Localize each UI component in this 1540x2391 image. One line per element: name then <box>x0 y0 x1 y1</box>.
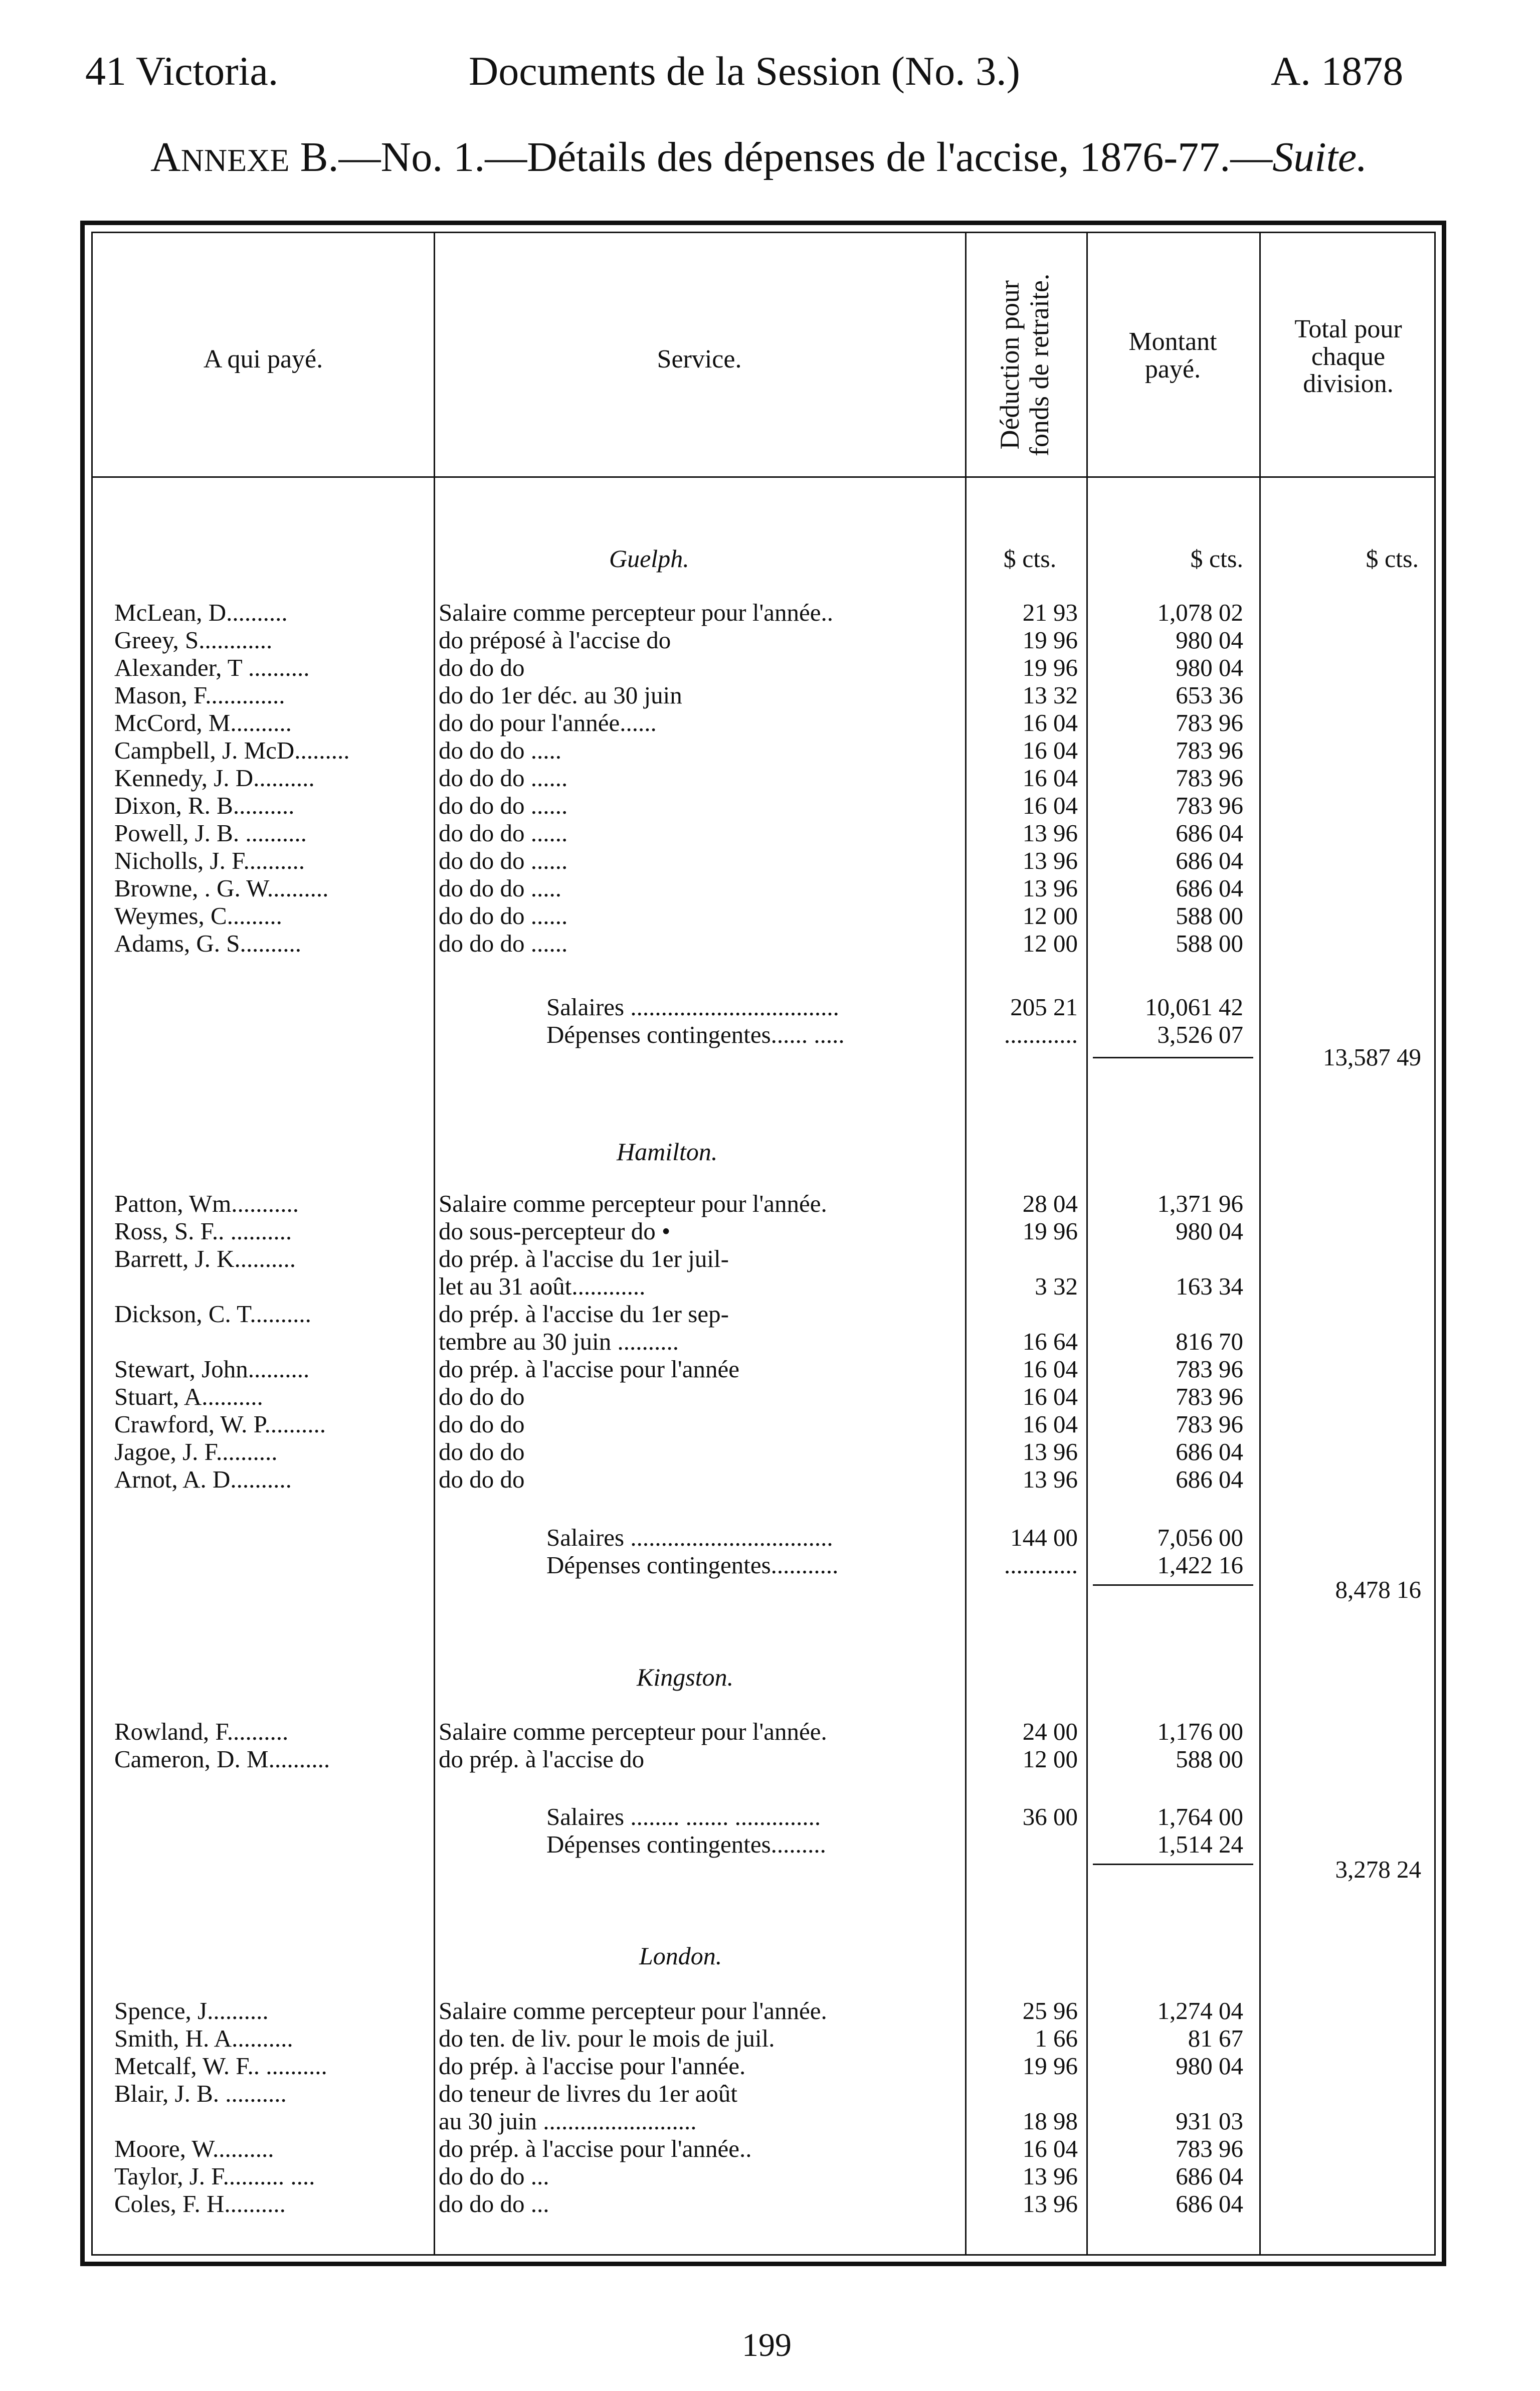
deduction-value: 16 04 <box>1022 792 1078 819</box>
column-header-amount-line1: Montant <box>1128 327 1217 356</box>
payee-name: Weymes, C......... <box>114 902 282 930</box>
table-row <box>0 1189 1540 1217</box>
page-number: 199 <box>742 2327 792 2363</box>
subtotal-salaires-row <box>0 1802 1540 1830</box>
service-description: Salaire comme percepteur pour l'année.. <box>439 599 834 626</box>
payee-name: Crawford, W. P.......... <box>114 1410 326 1438</box>
table-row <box>0 653 1540 681</box>
deduction-value: 3 32 <box>1035 1272 1078 1300</box>
table-row <box>0 1717 1540 1745</box>
amount-value: 686 04 <box>1176 847 1243 874</box>
amount-value: 1,274 04 <box>1157 1997 1243 2025</box>
service-description: do do 1er déc. au 30 juin <box>439 681 682 709</box>
payee-name: Jagoe, J. F.......... <box>114 1438 278 1465</box>
table-row <box>0 1272 1540 1300</box>
payee-name: Cameron, D. M.......... <box>114 1745 330 1773</box>
deduction-value: 18 98 <box>1022 2107 1078 2135</box>
payee-name: Taylor, J. F.......... .... <box>114 2162 315 2190</box>
deduction-value: 19 96 <box>1022 654 1078 681</box>
table-row <box>0 1382 1540 1410</box>
service-description: tembre au 30 juin .......... <box>439 1328 679 1355</box>
table-row <box>0 1217 1540 1244</box>
table-row <box>0 1996 1540 2024</box>
section-title: Kingston. <box>637 1663 734 1691</box>
amount-value: 783 96 <box>1176 737 1243 764</box>
running-header-right: A. 1878 <box>1271 48 1404 94</box>
running-header-left: 41 Victoria. <box>85 48 279 94</box>
table-row <box>0 2024 1540 2052</box>
table-row <box>0 2162 1540 2189</box>
amount-value: 1,371 96 <box>1157 1190 1243 1217</box>
service-description: do do do ...... <box>439 792 568 819</box>
amount-value: 980 04 <box>1176 2052 1243 2080</box>
service-description: do teneur de livres du 1er août <box>439 2080 737 2107</box>
division-total-row <box>0 1043 1540 1070</box>
service-description: au 30 juin ......................... <box>439 2107 697 2135</box>
salaires-deduction: 36 00 <box>1022 1803 1078 1830</box>
amount-value: 686 04 <box>1176 819 1243 847</box>
deduction-value: 19 96 <box>1022 1217 1078 1245</box>
deduction-value: 21 93 <box>1022 599 1078 626</box>
deduction-value: 13 96 <box>1022 2190 1078 2218</box>
payee-name: Browne, . G. W.......... <box>114 874 329 902</box>
table-row <box>0 1437 1540 1465</box>
payee-name: Blair, J. B. .......... <box>114 2080 287 2107</box>
service-description: do do do ..... <box>439 737 561 764</box>
table-row <box>0 2189 1540 2217</box>
salaires-label: Salaires ........ ....... .............. <box>546 1803 821 1830</box>
table-row <box>0 2079 1540 2107</box>
service-description: do do do ... <box>439 2162 549 2190</box>
salaires-label: Salaires .................................. <box>546 993 839 1021</box>
service-description: do do do ... <box>439 2190 549 2218</box>
table-row <box>0 791 1540 819</box>
table-row <box>0 1410 1540 1437</box>
amount-value: 1,176 00 <box>1157 1718 1243 1745</box>
deduction-value: 16 04 <box>1022 2135 1078 2162</box>
service-description: do prép. à l'accise pour l'année <box>439 1355 739 1383</box>
service-description: do do do ...... <box>439 902 568 930</box>
service-description: do do pour l'année...... <box>439 709 657 737</box>
units-deduction: $ cts. <box>1003 544 1057 573</box>
amount-value: 980 04 <box>1176 626 1243 654</box>
amount-value: 588 00 <box>1176 1745 1243 1773</box>
amount-value: 686 04 <box>1176 1465 1243 1493</box>
payee-name: Moore, W.......... <box>114 2135 274 2162</box>
table-row <box>0 708 1540 736</box>
division-total: 3,278 24 <box>1335 1856 1421 1883</box>
amount-value: 1,078 02 <box>1157 599 1243 626</box>
column-header-service: Service. <box>657 345 742 374</box>
payee-name: Kennedy, J. D.......... <box>114 764 315 792</box>
amount-value: 81 67 <box>1188 2025 1243 2052</box>
table-row <box>0 1355 1540 1382</box>
service-description: do prép. à l'accise du 1er juil- <box>439 1245 729 1272</box>
column-header-name: A qui payé. <box>203 345 323 374</box>
table-row <box>0 2052 1540 2079</box>
deduction-value: 19 96 <box>1022 2052 1078 2080</box>
contingencies-amount: 3,526 07 <box>1157 1021 1243 1048</box>
service-description: do do do ...... <box>439 764 568 792</box>
service-description: do prép. à l'accise do <box>439 1745 645 1773</box>
deduction-value: 13 32 <box>1022 681 1078 709</box>
section-title: Guelph. <box>609 544 689 573</box>
deduction-value: 16 04 <box>1022 737 1078 764</box>
salaires-label: Salaires ................................. <box>546 1524 833 1551</box>
payee-name: Adams, G. S.......... <box>114 930 301 957</box>
payee-name: Spence, J.......... <box>114 1997 269 2025</box>
table-row <box>0 598 1540 626</box>
column-header-deduction-line2: fonds de retraite. <box>1024 273 1055 456</box>
contingencies-deduction: ............ <box>1004 1551 1078 1579</box>
column-header-total <box>1262 316 1435 398</box>
deduction-value: 19 96 <box>1022 626 1078 654</box>
units-total: $ cts. <box>1366 544 1419 573</box>
amount-value: 816 70 <box>1176 1328 1243 1355</box>
service-description: do do do ...... <box>439 930 568 957</box>
service-description: do prép. à l'accise pour l'année.. <box>439 2135 752 2162</box>
amount-value: 163 34 <box>1176 1272 1243 1300</box>
column-header-total-line1: Total pour <box>1294 315 1402 343</box>
service-description: do do do <box>439 1410 525 1438</box>
column-header-total-line2: chaque <box>1311 342 1386 371</box>
deduction-value: 13 96 <box>1022 874 1078 902</box>
service-description: do prép. à l'accise pour l'année. <box>439 2052 746 2080</box>
table-row <box>0 901 1540 929</box>
payee-name: Dixon, R. B.......... <box>114 792 295 819</box>
service-description: Salaire comme percepteur pour l'année. <box>439 1190 827 1217</box>
payee-name: Nicholls, J. F.......... <box>114 847 305 874</box>
service-description: do ten. de liv. pour le mois de juil. <box>439 2025 775 2052</box>
contingencies-deduction: ............ <box>1004 1021 1078 1048</box>
deduction-value: 13 96 <box>1022 1438 1078 1465</box>
deduction-value: 16 04 <box>1022 709 1078 737</box>
header-bottom-rule <box>91 476 1436 478</box>
payee-name: Stuart, A.......... <box>114 1383 263 1410</box>
payee-name: Dickson, C. T.......... <box>114 1300 311 1328</box>
service-description: do préposé à l'accise do <box>439 626 671 654</box>
contingencies-row <box>0 1830 1540 1858</box>
annex-title <box>150 133 1367 181</box>
amount-value: 783 96 <box>1176 2135 1243 2162</box>
payee-name: Barrett, J. K.......... <box>114 1245 296 1272</box>
annex-title-main: B.—No. 1.—Détails des dépenses de l'accise, 1876-77.— <box>289 134 1273 180</box>
contingencies-amount: 1,514 24 <box>1157 1830 1243 1858</box>
amount-value: 783 96 <box>1176 792 1243 819</box>
deduction-value: 16 04 <box>1022 1355 1078 1383</box>
annex-title-cap: A <box>150 134 181 180</box>
service-description: do do do <box>439 654 525 681</box>
table-row <box>0 874 1540 901</box>
deduction-value: 16 04 <box>1022 1383 1078 1410</box>
contingencies-row <box>0 1551 1540 1578</box>
table-row <box>0 626 1540 653</box>
amount-value: 980 04 <box>1176 654 1243 681</box>
deduction-value: 28 04 <box>1022 1190 1078 1217</box>
service-description: do do do ..... <box>439 874 561 902</box>
deduction-value: 13 96 <box>1022 819 1078 847</box>
amount-value: 653 36 <box>1176 681 1243 709</box>
deduction-value: 13 96 <box>1022 847 1078 874</box>
payee-name: Stewart, John.......... <box>114 1355 310 1383</box>
division-total-row <box>0 1575 1540 1603</box>
division-total: 8,478 16 <box>1335 1576 1421 1603</box>
payee-name: Smith, H. A.......... <box>114 2025 293 2052</box>
annex-title-smallcaps: NNEXE <box>180 142 290 178</box>
deduction-value: 16 04 <box>1022 764 1078 792</box>
column-header-amount-line2: payé. <box>1144 354 1201 384</box>
units-amount: $ cts. <box>1190 544 1243 573</box>
salaires-deduction: 144 00 <box>1010 1524 1078 1551</box>
division-total-row <box>0 1855 1540 1883</box>
amount-value: 931 03 <box>1176 2107 1243 2135</box>
table-row <box>0 929 1540 957</box>
salaires-amount: 1,764 00 <box>1157 1803 1243 1830</box>
deduction-value: 1 66 <box>1035 2025 1078 2052</box>
deduction-value: 12 00 <box>1022 1745 1078 1773</box>
subtotal-salaires-row <box>0 993 1540 1020</box>
contingencies-amount: 1,422 16 <box>1157 1551 1243 1579</box>
contingencies-label: Dépenses contingentes......... <box>546 1830 826 1858</box>
deduction-value: 13 96 <box>1022 1465 1078 1493</box>
service-description: Salaire comme percepteur pour l'année. <box>439 1997 827 2025</box>
payee-name: Campbell, J. McD......... <box>114 737 350 764</box>
annex-title-suffix: Suite. <box>1272 134 1368 180</box>
amount-value: 980 04 <box>1176 1217 1243 1245</box>
deduction-value: 13 96 <box>1022 2162 1078 2190</box>
deduction-value: 25 96 <box>1022 1997 1078 2025</box>
column-header-deduction-line1: Déduction pour <box>995 280 1025 450</box>
subtotal-salaires-row <box>0 1523 1540 1551</box>
service-description: let au 31 août............ <box>439 1272 646 1300</box>
contingencies-label: Dépenses contingentes...... ..... <box>546 1021 845 1048</box>
payee-name: Mason, F............. <box>114 681 285 709</box>
payee-name: Patton, Wm........... <box>114 1190 299 1217</box>
amount-value: 783 96 <box>1176 1383 1243 1410</box>
amount-value: 686 04 <box>1176 874 1243 902</box>
amount-value: 686 04 <box>1176 2162 1243 2190</box>
table-row <box>0 846 1540 874</box>
amount-value: 783 96 <box>1176 764 1243 792</box>
table-row <box>0 1745 1540 1772</box>
service-description: Salaire comme percepteur pour l'année. <box>439 1718 827 1745</box>
amount-value: 686 04 <box>1176 1438 1243 1465</box>
table-row <box>0 1244 1540 1272</box>
service-description: do do do ...... <box>439 847 568 874</box>
service-description: do sous-percepteur do • <box>439 1217 671 1245</box>
payee-name: Rowland, F.......... <box>114 1718 289 1745</box>
division-total: 13,587 49 <box>1323 1043 1421 1071</box>
table-row <box>0 2107 1540 2134</box>
payee-name: Coles, F. H.......... <box>114 2190 286 2218</box>
payee-name: McLean, D.......... <box>114 599 288 626</box>
table-row <box>0 736 1540 764</box>
amount-value: 588 00 <box>1176 930 1243 957</box>
service-description: do do do <box>439 1438 525 1465</box>
table-row <box>0 1327 1540 1355</box>
salaires-deduction: 205 21 <box>1010 993 1078 1021</box>
column-header-deduction <box>995 274 1055 456</box>
section-title: Hamilton. <box>617 1138 718 1166</box>
deduction-value: 12 00 <box>1022 930 1078 957</box>
contingencies-label: Dépenses contingentes........... <box>546 1551 839 1579</box>
table-row <box>0 819 1540 846</box>
amount-value: 783 96 <box>1176 1355 1243 1383</box>
amount-value: 783 96 <box>1176 1410 1243 1438</box>
payee-name: Arnot, A. D.......... <box>114 1465 292 1493</box>
amount-value: 686 04 <box>1176 2190 1243 2218</box>
payee-name: McCord, M.......... <box>114 709 292 737</box>
service-description: do do do <box>439 1383 525 1410</box>
payee-name: Metcalf, W. F.. .......... <box>114 2052 327 2080</box>
salaires-amount: 10,061 42 <box>1145 993 1243 1021</box>
table-row <box>0 1465 1540 1493</box>
service-description: do do do ...... <box>439 819 568 847</box>
payee-name: Alexander, T .......... <box>114 654 310 681</box>
salaires-amount: 7,056 00 <box>1157 1524 1243 1551</box>
section-title: London. <box>639 1942 722 1970</box>
amount-value: 783 96 <box>1176 709 1243 737</box>
table-row <box>0 2134 1540 2162</box>
service-description: do do do <box>439 1465 525 1493</box>
table-row <box>0 1300 1540 1327</box>
payee-name: Greey, S............ <box>114 626 273 654</box>
deduction-value: 24 00 <box>1022 1718 1078 1745</box>
payee-name: Ross, S. F.. .......... <box>114 1217 292 1245</box>
column-header-amount <box>1089 328 1257 383</box>
deduction-value: 16 04 <box>1022 1410 1078 1438</box>
table-row <box>0 764 1540 791</box>
payee-name: Powell, J. B. .......... <box>114 819 307 847</box>
deduction-value: 12 00 <box>1022 902 1078 930</box>
service-description: do prép. à l'accise du 1er sep- <box>439 1300 729 1328</box>
amount-value: 588 00 <box>1176 902 1243 930</box>
table-row <box>0 681 1540 708</box>
running-header-center: Documents de la Session (No. 3.) <box>469 48 1020 94</box>
column-header-total-line3: division. <box>1303 370 1394 399</box>
deduction-value: 16 64 <box>1022 1328 1078 1355</box>
